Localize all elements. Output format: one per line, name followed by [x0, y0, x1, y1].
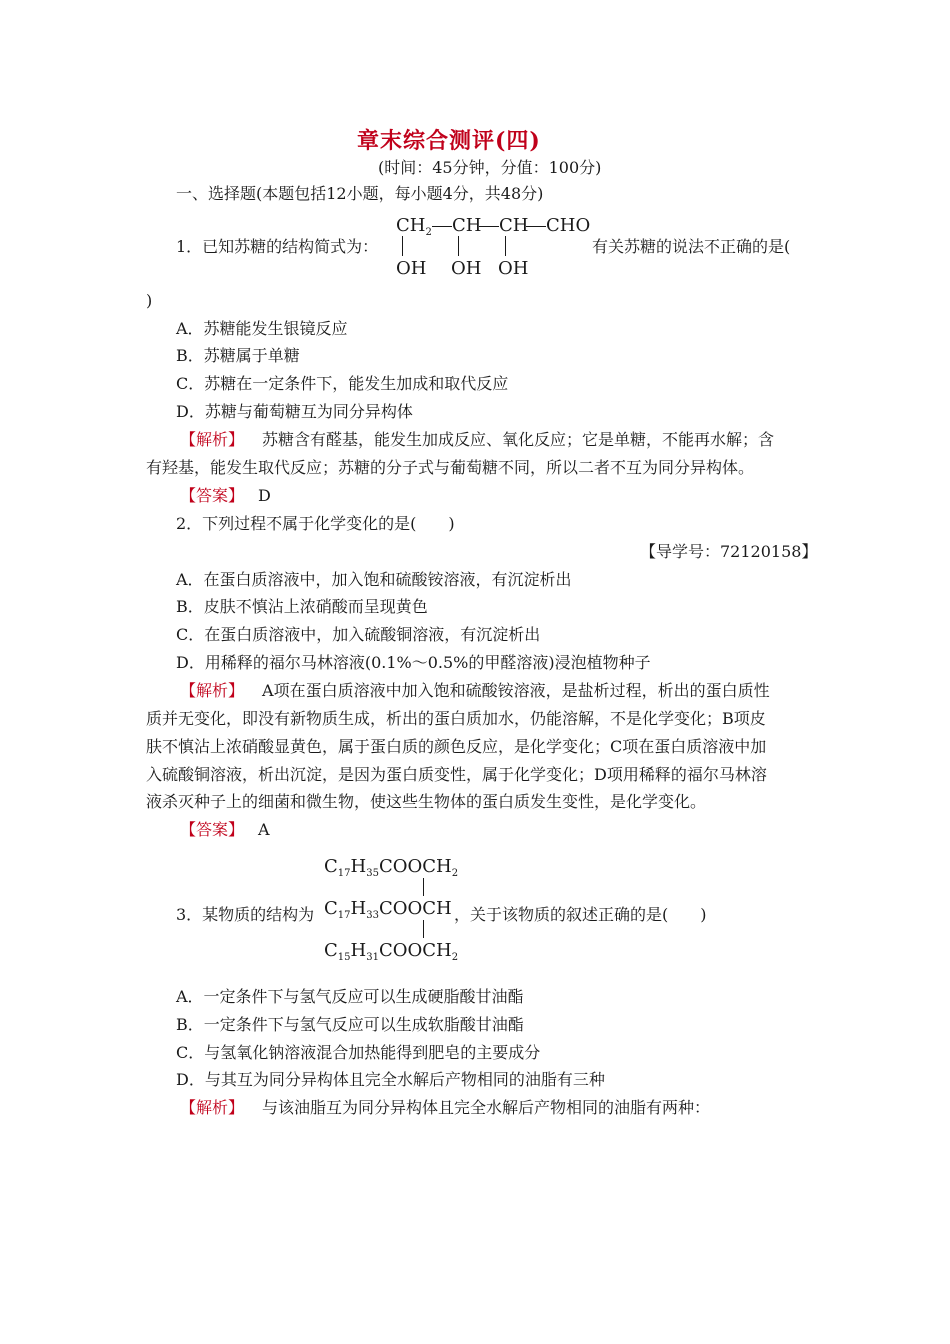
guide-number: 【导学号：72120158】 — [640, 542, 818, 561]
formula-sub: 2 — [451, 868, 459, 879]
q1-answer: D — [258, 486, 271, 505]
q2-analysis-text: A项在蛋白质溶液中加入饱和硫酸铵溶液，是盐析过程，析出的蛋白质性 — [262, 681, 770, 700]
formula-ch: CH — [499, 215, 529, 236]
formula-ester: COOCH — [378, 856, 452, 877]
formula-h: H — [350, 898, 367, 919]
bond-line — [505, 236, 506, 256]
answer-tag: 【答案】 — [180, 486, 245, 505]
formula-cho: CHO — [546, 215, 591, 236]
formula-sub: 33 — [366, 910, 379, 921]
q2-option-c: C．在蛋白质溶液中，加入硫酸铜溶液，有沉淀析出 — [176, 625, 541, 644]
q2-analysis-line: 液杀灭种子上的细菌和微生物，使这些生物体的蛋白质发生变性，是化学变化。 — [146, 792, 707, 811]
q3-option-c: C．与氢氧化钠溶液混合加热能得到肥皂的主要成分 — [176, 1043, 541, 1062]
formula-ester: COOCH — [378, 898, 452, 919]
q1-option-c: C．苏糖在一定条件下，能发生加成和取代反应 — [176, 374, 509, 393]
q1-analysis-line: 有羟基，能发生取代反应；苏糖的分子式与葡萄糖不同，所以二者不互为同分异构体。 — [146, 458, 755, 477]
q3-option-d: D．与其互为同分异构体且完全水解后产物相同的油脂有三种 — [176, 1070, 605, 1089]
q1-stem-close: ) — [146, 291, 153, 310]
formula-oh: OH — [498, 258, 529, 279]
q2-option-d: D．用稀释的福尔马林溶液(0.1%～0.5%的甲醛溶液)浸泡植物种子 — [176, 653, 651, 672]
page-title: 章末综合测评(四) — [357, 128, 541, 154]
formula-sub: 31 — [366, 952, 379, 963]
q2-option-b: B．皮肤不慎沾上浓硝酸而呈现黄色 — [176, 597, 428, 616]
formula-sub: 15 — [337, 952, 351, 963]
formula-oh: OH — [451, 258, 482, 279]
time-score-note: (时间：45分钟，分值：100分) — [378, 158, 602, 177]
answer-tag: 【答案】 — [180, 820, 245, 839]
q3-analysis-text: 与该油脂互为同分异构体且完全水解后产物相同的油脂有两种： — [262, 1098, 711, 1117]
bond-line — [423, 878, 424, 896]
section-heading: 一、选择题(本题包括12小题，每小题4分，共48分) — [176, 184, 544, 203]
analysis-tag: 【解析】 — [180, 1098, 245, 1117]
bond-line — [432, 226, 452, 227]
bond-line — [402, 236, 403, 256]
q3-analysis-line — [180, 1097, 710, 1119]
formula-h: H — [350, 856, 367, 877]
analysis-tag: 【解析】 — [180, 430, 245, 449]
q2-analysis-line: 质并无变化，即没有新物质生成，析出的蛋白质加水，仍能溶解，不是化学变化；B项皮 — [146, 709, 766, 728]
q3-option-a: A．一定条件下与氢气反应可以生成硬脂酸甘油酯 — [176, 987, 524, 1006]
analysis-tag: 【解析】 — [180, 681, 245, 700]
q1-option-d: D．苏糖与葡萄糖互为同分异构体 — [176, 402, 413, 421]
q2-analysis-line — [180, 680, 770, 702]
bond-line — [423, 920, 424, 938]
q1-option-b: B．苏糖属于单糖 — [176, 346, 300, 365]
q3-option-b: B．一定条件下与氢气反应可以生成软脂酸甘油酯 — [176, 1015, 524, 1034]
formula-sub: 17 — [337, 868, 351, 879]
q3-stem-suffix: ，关于该物质的叙述正确的是( ) — [454, 905, 707, 924]
formula-sub: 2 — [451, 952, 459, 963]
formula-sub: 2 — [425, 227, 432, 238]
q1-answer-line — [180, 485, 271, 507]
formula-sub: 17 — [337, 910, 351, 921]
q2-answer-line — [180, 819, 270, 841]
bond-line — [526, 226, 546, 227]
q1-analysis-line — [180, 429, 774, 451]
q1-analysis-text: 苏糖含有醛基，能发生加成反应、氧化反应；它是单糖，不能再水解；含 — [262, 430, 775, 449]
q1-option-a: A．苏糖能发生银镜反应 — [176, 319, 348, 338]
formula-ester: COOCH — [378, 940, 452, 961]
formula-c: C — [324, 898, 338, 919]
formula-sub: 35 — [366, 868, 379, 879]
q2-answer: A — [258, 820, 270, 839]
q3-stem-prefix: 3．某物质的结构为 — [176, 905, 315, 924]
q1-stem-prefix: 1．已知苏糖的结构简式为： — [176, 237, 379, 256]
formula-c: C — [324, 856, 338, 877]
formula-h: H — [350, 940, 367, 961]
formula-ch2: CH — [396, 215, 426, 236]
q2-analysis-line: 入硫酸铜溶液，析出沉淀，是因为蛋白质变性，属于化学变化；D项用稀释的福尔马林溶 — [146, 765, 767, 784]
q2-analysis-line: 肤不慎沾上浓硝酸显黄色，属于蛋白质的颜色反应，是化学变化；C项在蛋白质溶液中加 — [146, 737, 767, 756]
q1-stem-suffix: 有关苏糖的说法不正确的是( — [592, 237, 791, 256]
bond-line — [458, 236, 459, 256]
bond-line — [479, 226, 499, 227]
formula-ch: CH — [452, 215, 482, 236]
formula-oh: OH — [396, 258, 427, 279]
q2-option-a: A．在蛋白质溶液中，加入饱和硫酸铵溶液，有沉淀析出 — [176, 570, 572, 589]
formula-c: C — [324, 940, 338, 961]
q2-stem: 2．下列过程不属于化学变化的是( ) — [176, 514, 455, 533]
